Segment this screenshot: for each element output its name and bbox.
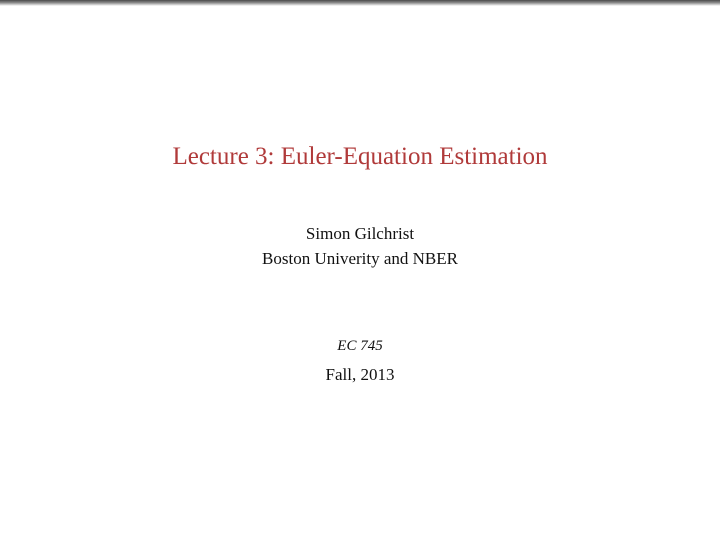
slide-title: Lecture 3: Euler-Equation Estimation — [172, 143, 548, 170]
course-code: EC 745 — [337, 338, 383, 354]
author-name: Simon Gilchrist — [305, 224, 415, 243]
author-affiliation: Boston Univerity and NBER — [262, 249, 458, 268]
term-date: Fall, 2013 — [325, 365, 395, 384]
